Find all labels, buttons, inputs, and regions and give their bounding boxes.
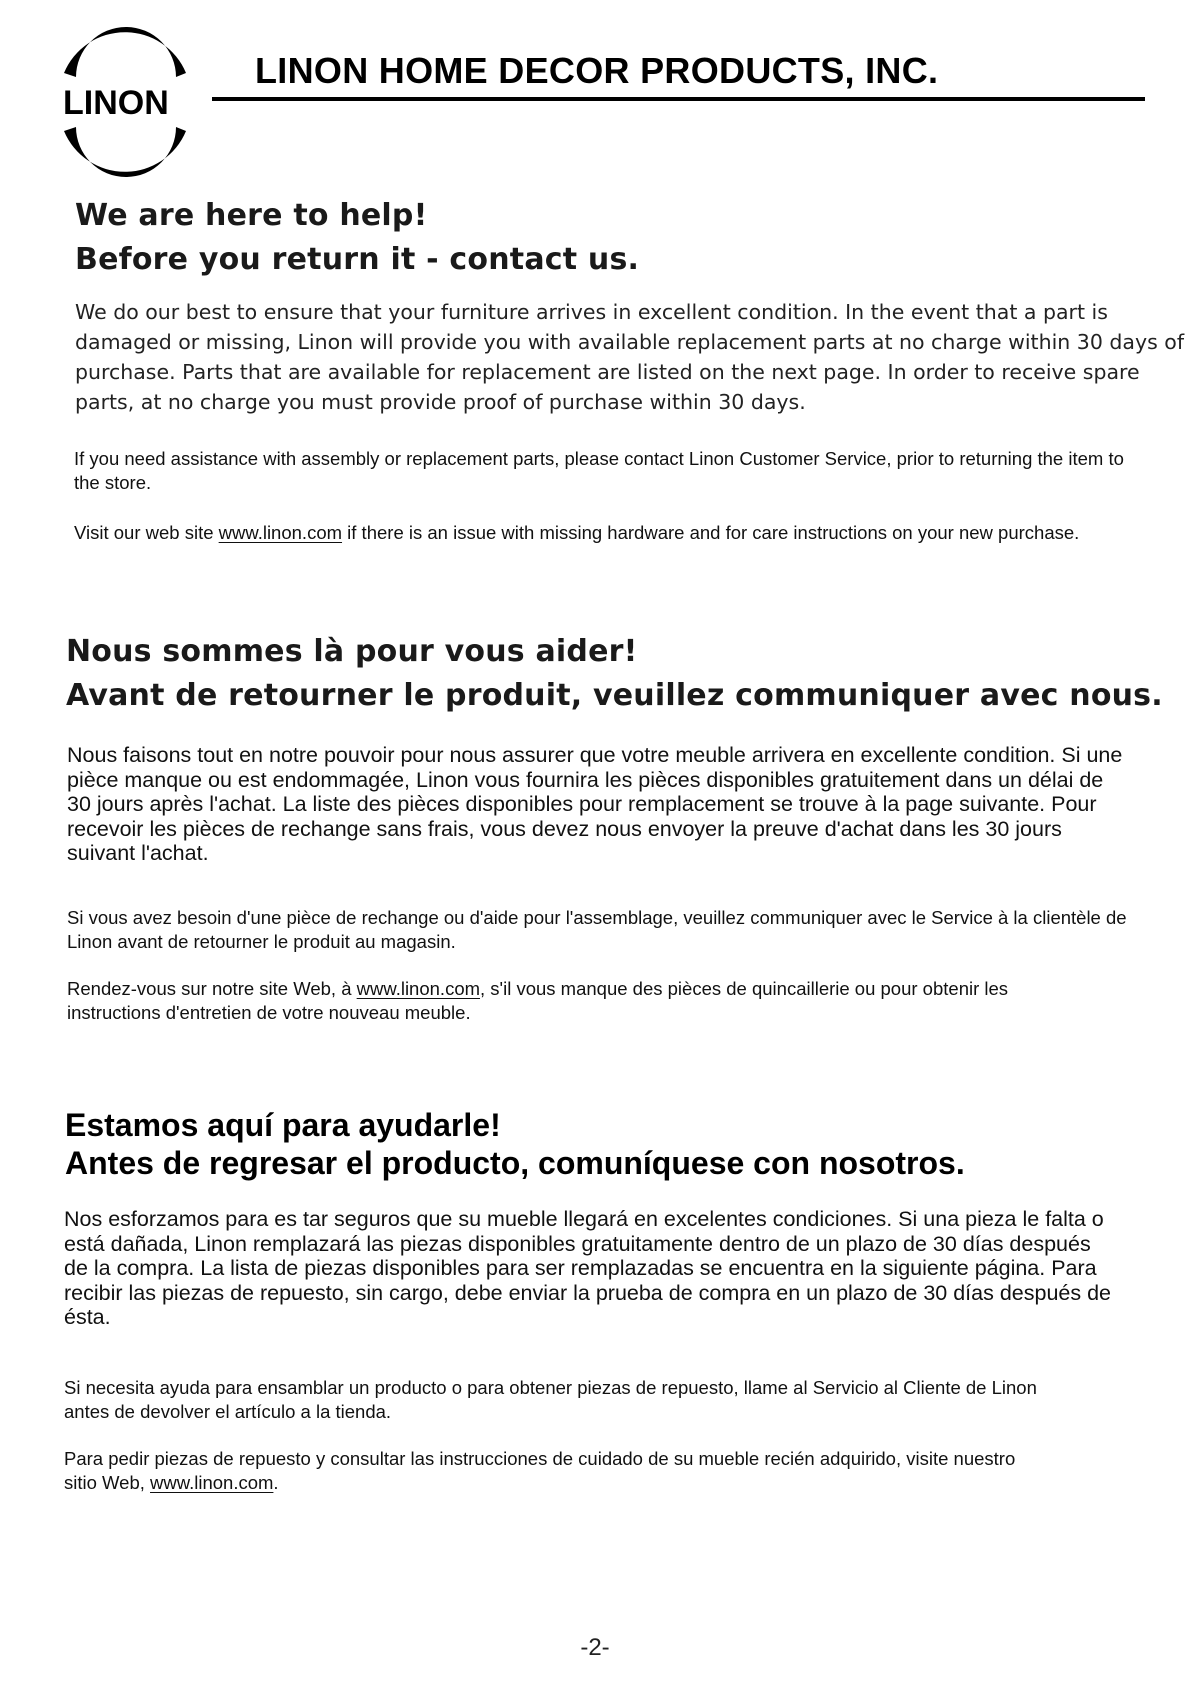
spanish-visit — [64, 1447, 1044, 1495]
logo-text: LINON — [63, 84, 169, 122]
company-title: LINON HOME DECOR PRODUCTS, INC. — [255, 50, 939, 91]
spanish-heading-line-2: Antes de regresar el producto, comuníquese con nosotros. — [65, 1145, 965, 1181]
french-visit-before: Rendez-vous sur notre site Web, à — [67, 978, 357, 999]
english-heading — [75, 194, 639, 282]
english-heading-line-2: Before you return it - contact us. — [75, 242, 640, 277]
english-visit — [74, 521, 1134, 545]
french-heading — [66, 630, 1163, 718]
header-rule — [212, 97, 1145, 101]
spanish-visit-before: Para pedir piezas de repuesto y consultar las instrucciones de cuidado de su mueble recién adquirido, visite nuestro sitio Web, — [64, 1448, 1016, 1493]
french-intro: Nous faisons tout en notre pouvoir pour nous assurer que votre meuble arrivera en excellente condition. Si une pièce manque ou est endommagée, Linon vous fournira les pièces disponibles gratuitement dans un délai de 30 jours après l'achat. La liste des pièces disponibles pour remplacement se trouve à la page suivante. Pour recevoir les pièces de rechange sans frais, vous devez nous envoyer la preuve d'achat dans les 30 jours suivant l'achat. — [67, 743, 1123, 865]
french-visit — [67, 977, 1087, 1025]
french-website-link[interactable]: www.linon.com — [356, 978, 481, 999]
spanish-visit-after: . — [273, 1472, 279, 1493]
spanish-assist: Si necesita ayuda para ensamblar un producto o para obtener piezas de repuesto, llame al Servicio al Cliente de Linon antes de devolver el artículo a la tienda. — [64, 1377, 1037, 1422]
spanish-website-link[interactable]: www.linon.com — [150, 1472, 274, 1493]
french-heading-line-2: Avant de retourner le produit, veuillez communiquer avec nous. — [66, 678, 1163, 713]
page-number: -2- — [580, 1634, 610, 1661]
french-assist: Si vous avez besoin d'une pièce de rechange ou d'aide pour l'assemblage, veuillez communiquer avec le Service à la clientèle de Linon avant de retourner le produit au magasin. — [67, 907, 1127, 952]
french-visit-after: , s'il vous manque des pièces de quincaillerie ou pour obtenir les instructions d'entretien de votre nouveau meuble. — [67, 978, 1009, 1023]
french-heading-line-1: Nous sommes là pour vous aider! — [66, 634, 638, 669]
spanish-intro: Nos esforzamos para es tar seguros que su mueble llegará en excelentes condiciones. Si una pieza le falta o está dañada, Linon remplazará las piezas disponibles gratuitamente dentro de un plazo de 30 días después de la compra. La lista de piezas disponibles para ser remplazadas se encuentra en la siguiente página. Para recibir las piezas de repuesto, sin cargo, debe enviar la prueba de compra en un plazo de 30 días después de ésta. — [64, 1207, 1112, 1329]
english-website-link[interactable]: www.linon.com — [218, 522, 343, 543]
english-visit-after: if there is an issue with missing hardware and for care instructions on your new purchase. — [342, 522, 1080, 543]
english-assist: If you need assistance with assembly or replacement parts, please contact Linon Customer Service, prior to returning the item to the store. — [74, 448, 1124, 493]
linon-logo — [50, 27, 200, 177]
english-visit-before: Visit our web site — [74, 522, 219, 543]
spanish-heading-line-1: Estamos aquí para ayudarle! — [65, 1107, 501, 1143]
english-heading-line-1: We are here to help! — [75, 198, 428, 233]
english-intro: We do our best to ensure that your furniture arrives in excellent condition. In the event that a part is damaged or missing, Linon will provide you with available replacement parts at no charge within 30 days of purchase. Parts that are available for replacement are listed on the next page. In order to receive spare parts, at no charge you must provide proof of purchase within 30 days. — [75, 300, 1185, 414]
spanish-heading — [65, 1106, 965, 1182]
